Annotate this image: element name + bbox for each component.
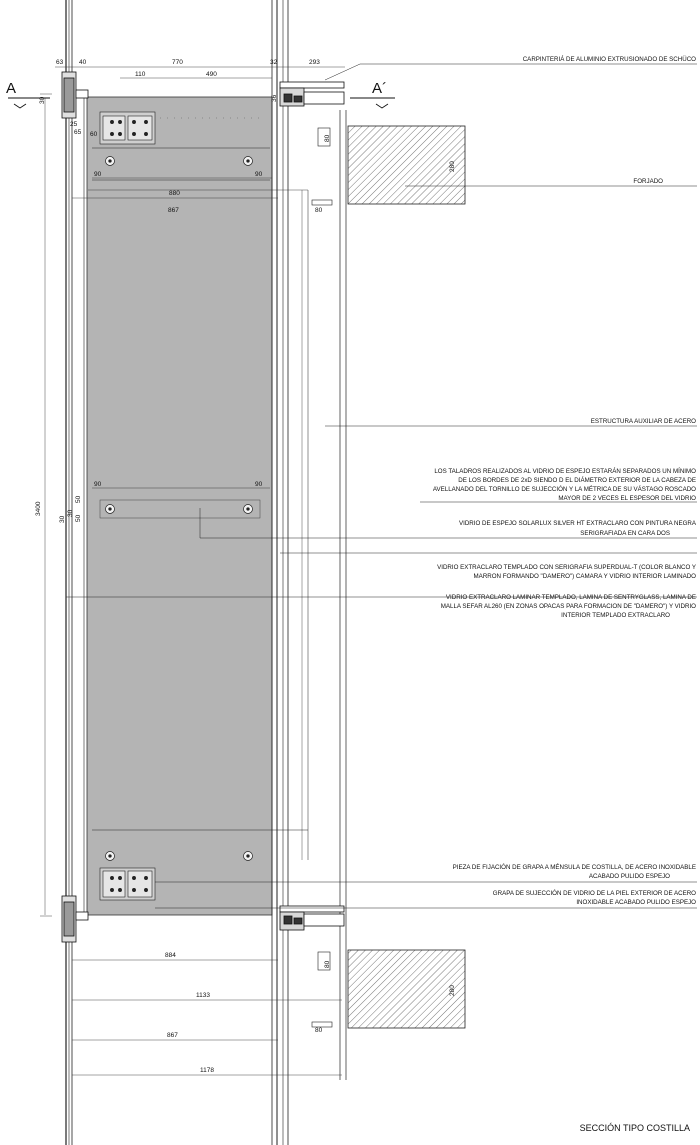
label-vidrio-templado-2: MARRON FORMANDO "DAMERO") CAMARA Y VIDRIO INTERIOR LAMINADO bbox=[473, 573, 696, 580]
dim-90c: 90 bbox=[94, 481, 102, 488]
label-vidrio-espejo-2: SERIGRAFIADA EN CARA DOS bbox=[580, 530, 670, 537]
dim-490: 490 bbox=[206, 71, 217, 78]
dim-90d: 90 bbox=[255, 481, 263, 488]
label-taladros-2: DE LOS BORDES DE 2xD SIENDO D EL DIÁMETRO EXTERIOR DE LA CABEZA DE bbox=[458, 477, 696, 484]
dim-60: 60 bbox=[90, 131, 98, 138]
label-grapa-1: GRAPA DE SUJECCIÓN DE VIDRIO DE LA PIEL EXTERIOR DE ACERO bbox=[492, 890, 696, 897]
dim-280b: 280 bbox=[449, 985, 456, 996]
label-vidrio-templado-1: VIDRIO EXTRACLARO TEMPLADO CON SERIGRAFIA SUPERDUAL-T (COLOR BLANCO Y bbox=[437, 564, 696, 571]
label-taladros-1: LOS TALADROS REALIZADOS AL VIDRIO DE ESPEJO ESTARÁN SEPARADOS UN MÍNIMO bbox=[434, 468, 696, 475]
dim-30c: 30 bbox=[59, 515, 66, 523]
section-mark-a: A bbox=[6, 80, 17, 97]
dim-40: 40 bbox=[79, 59, 87, 66]
aluminium-frame-lines bbox=[272, 0, 346, 1145]
label-taladros-3: AVELLANADO DEL TORNILLO DE SUJECCIÓN Y LA MÉTRICA DE SU VÁSTAGO ROSCADO bbox=[432, 486, 696, 493]
dim-1178: 1178 bbox=[200, 1067, 214, 1074]
label-vidrio-laminar-3: INTERIOR TEMPLADO EXTRACLARO bbox=[561, 612, 670, 619]
label-vidrio-laminar-1: VIDRIO EXTRACLARO LAMINAR TEMPLADO, LAMINA DE SENTRYGLASS, LAMINA DE bbox=[445, 594, 696, 601]
label-taladros-4: MAYOR DE 2 VECES EL ESPESOR DEL VIDRIO bbox=[558, 495, 696, 502]
dim-80c: 80 bbox=[324, 960, 331, 968]
exterior-glass-lines bbox=[66, 0, 84, 1145]
dim-867b: 867 bbox=[167, 1032, 178, 1039]
dim-90b: 90 bbox=[255, 171, 263, 178]
bottom-window-profile bbox=[280, 906, 344, 930]
label-pieza-fijacion-1: PIEZA DE FIJACIÓN DE GRAPA A MÉNSULA DE COSTILLA, DE ACERO INOXIDABLE bbox=[452, 864, 696, 871]
dim-50a: 50 bbox=[75, 495, 82, 503]
dim-30: 30 bbox=[39, 96, 46, 104]
dim-293: 293 bbox=[309, 59, 320, 66]
dim-32: 32 bbox=[270, 59, 278, 66]
dim-63: 63 bbox=[56, 59, 64, 66]
top-window-profile bbox=[280, 82, 344, 106]
dim-36: 36 bbox=[271, 94, 278, 102]
dim-30b: 30 bbox=[67, 509, 74, 517]
dim-867: 867 bbox=[168, 207, 179, 214]
dim-3400: 3400 bbox=[35, 501, 42, 516]
floor-slab-bottom bbox=[348, 950, 465, 1028]
dim-110: 110 bbox=[135, 71, 146, 78]
dim-65: 65 bbox=[74, 129, 82, 136]
dim-25: 25 bbox=[70, 121, 78, 128]
dim-880: 880 bbox=[169, 190, 180, 197]
label-grapa-2: INOXIDABLE ACABADO PULIDO ESPEJO bbox=[576, 899, 696, 906]
section-mark-a-prime: A´ bbox=[372, 80, 387, 97]
dim-1133: 1133 bbox=[196, 992, 210, 999]
dim-280a: 280 bbox=[449, 161, 456, 172]
dim-80a: 80 bbox=[324, 134, 331, 142]
dim-80b: 80 bbox=[315, 207, 323, 214]
floor-slab-top bbox=[348, 126, 465, 204]
dim-90a: 90 bbox=[94, 171, 102, 178]
drawing-title: SECCIÓN TIPO COSTILLA bbox=[579, 1123, 690, 1133]
label-estructura: ESTRUCTURA AUXILIAR DE ACERO bbox=[590, 418, 696, 425]
dim-50b: 50 bbox=[75, 514, 82, 522]
dim-884: 884 bbox=[165, 952, 176, 959]
label-vidrio-espejo-1: VIDRIO DE ESPEJO SOLARLUX SILVER HT EXTRACLARO CON PINTURA NEGRA bbox=[458, 520, 696, 527]
label-forjado: FORJADO bbox=[633, 178, 663, 185]
label-carpinteria: CARPINTERIÁ DE ALUMINIO EXTRUSIONADO DE SCHÜCO bbox=[522, 56, 696, 63]
label-pieza-fijacion-2: ACABADO PULIDO ESPEJO bbox=[588, 873, 670, 880]
dim-770: 770 bbox=[172, 59, 183, 66]
dim-80d: 80 bbox=[315, 1027, 323, 1034]
slab-anchor-brackets bbox=[312, 128, 332, 1027]
annotation-labels bbox=[433, 56, 697, 906]
label-vidrio-laminar-2: MALLA SEFAR AL260 (EN ZONAS OPACAS PARA FORMACION DE "DAMERO") Y VIDRIO bbox=[440, 603, 696, 610]
